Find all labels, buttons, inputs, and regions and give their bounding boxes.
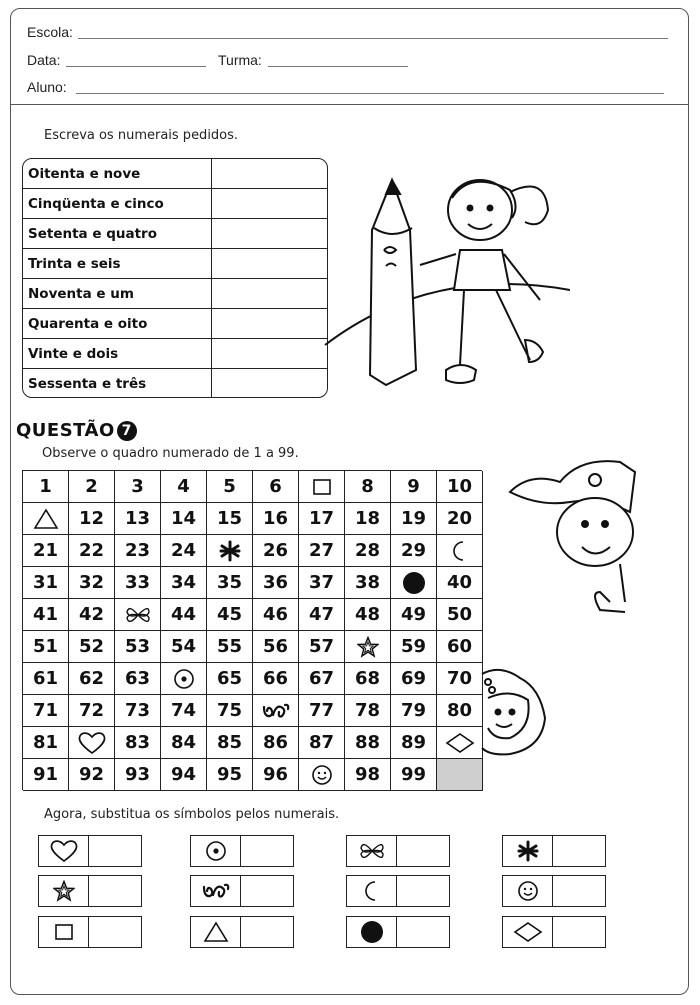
escola-label: Escola: [27,24,73,40]
symbol-answer-box [346,875,450,907]
grid-cell: 24 [161,535,207,567]
answer-cell[interactable] [397,876,449,906]
grid-cell: 77 [299,695,345,727]
grid-cell: 41 [23,599,69,631]
grid-cell: 42 [69,599,115,631]
grid-cell: 9 [391,471,437,503]
answer-cell[interactable] [553,917,605,947]
grid-cell: 38 [345,567,391,599]
grid-cell: 21 [23,535,69,567]
grid-cell: 91 [23,759,69,791]
grid-cell: 1 [23,471,69,503]
symbol-answer-box [38,875,142,907]
word-label: Sessenta e três [23,369,212,398]
number-words-table [22,158,328,398]
grid-cell [437,759,483,791]
grid-cell: 73 [115,695,161,727]
data-field[interactable] [66,66,206,67]
grid-cell: 40 [437,567,483,599]
grid-cell: 92 [69,759,115,791]
question-heading [16,420,137,441]
answer-cell[interactable] [241,836,293,866]
grid-cell: 17 [299,503,345,535]
grid-cell-symbol [345,631,391,663]
symbol-answer-box [346,835,450,867]
filled-circle-icon [402,571,426,595]
word-label: Trinta e seis [23,249,212,278]
triangle-icon [191,917,241,947]
symbol-answer-box [502,916,606,948]
dot-circle-icon [191,836,241,866]
grid-cell: 44 [161,599,207,631]
grid-cell: 63 [115,663,161,695]
grid-cell: 5 [207,471,253,503]
answer-cell[interactable] [212,309,327,338]
answer-cell[interactable] [553,836,605,866]
swirl-icon [261,701,291,721]
grid-cell: 56 [253,631,299,663]
grid-cell: 26 [253,535,299,567]
grid-cell-symbol [207,535,253,567]
grid-cell: 6 [253,471,299,503]
grid-cell: 74 [161,695,207,727]
square-icon [39,917,89,947]
asterisk-icon [503,836,553,866]
grid-cell: 47 [299,599,345,631]
grid-cell: 27 [299,535,345,567]
grid-cell: 54 [161,631,207,663]
answer-cell[interactable] [212,249,327,278]
grid-cell-symbol [437,727,483,759]
answer-cell[interactable] [89,876,141,906]
grid-cell: 45 [207,599,253,631]
grid-cell-symbol [253,695,299,727]
symbol-answer-box [190,916,294,948]
grid-cell: 99 [391,759,437,791]
grid-cell: 33 [115,567,161,599]
symbol-answer-box [38,835,142,867]
grid-cell: 36 [253,567,299,599]
word-label: Noventa e um [23,279,212,308]
grid-cell: 72 [69,695,115,727]
grid-cell: 84 [161,727,207,759]
diamond-icon [445,732,475,754]
grid-cell: 71 [23,695,69,727]
answer-cell[interactable] [212,159,327,188]
table-row [23,369,327,398]
aluno-label: Aluno: [27,79,67,95]
grid-cell: 49 [391,599,437,631]
grid-cell: 86 [253,727,299,759]
grid-cell: 20 [437,503,483,535]
grid-cell: 61 [23,663,69,695]
answer-cell[interactable] [397,836,449,866]
grid-cell: 19 [391,503,437,535]
grid-cell: 87 [299,727,345,759]
triangle-icon [33,508,59,530]
grid-cell: 83 [115,727,161,759]
asterisk-icon [219,540,241,562]
grid-cell-symbol [115,599,161,631]
grid-cell: 60 [437,631,483,663]
grid-cell: 95 [207,759,253,791]
grid-cell: 79 [391,695,437,727]
heart-icon [39,836,89,866]
symbol-answer-box [190,875,294,907]
grid-cell: 18 [345,503,391,535]
grid-cell: 62 [69,663,115,695]
question-instruction: Observe o quadro numerado de 1 a 99. [42,446,299,461]
grid-cell: 46 [253,599,299,631]
answer-cell[interactable] [212,279,327,308]
smiley-icon [503,876,553,906]
grid-cell: 53 [115,631,161,663]
section1-instruction: Escreva os numerais pedidos. [44,128,239,143]
table-row [23,339,327,369]
grid-cell: 68 [345,663,391,695]
grid-cell: 70 [437,663,483,695]
turma-label: Turma: [218,52,262,68]
table-row [23,189,327,219]
table-row [23,279,327,309]
grid-cell-symbol [391,567,437,599]
grid-cell: 35 [207,567,253,599]
table-row [23,219,327,249]
answer-cell[interactable] [212,189,327,218]
answer-cell[interactable] [89,836,141,866]
smiley-icon [311,764,333,786]
question-label: QUESTÃO [16,420,115,441]
grid-cell: 28 [345,535,391,567]
grid-cell-symbol [161,663,207,695]
grid-cell: 59 [391,631,437,663]
grid-cell: 10 [437,471,483,503]
grid-cell: 2 [69,471,115,503]
word-label: Vinte e dois [23,339,212,368]
grid-cell: 13 [115,503,161,535]
grid-cell-symbol [69,727,115,759]
grid-cell: 98 [345,759,391,791]
answer-cell[interactable] [241,876,293,906]
grid-cell: 23 [115,535,161,567]
turma-field[interactable] [268,66,408,67]
word-label: Quarenta e oito [23,309,212,338]
answer-cell[interactable] [241,917,293,947]
table-row [23,249,327,279]
flower-icon [125,602,151,628]
data-label: Data: [27,52,61,68]
grid-cell: 32 [69,567,115,599]
grid-cell: 96 [253,759,299,791]
grid-cell: 34 [161,567,207,599]
grid-cell: 69 [391,663,437,695]
filled-circle-icon [347,917,397,947]
moon-icon [347,876,397,906]
grid-cell: 31 [23,567,69,599]
grid-cell: 51 [23,631,69,663]
answer-cell[interactable] [89,917,141,947]
grid-cell: 93 [115,759,161,791]
grid-cell: 14 [161,503,207,535]
grid-cell: 65 [207,663,253,695]
heart-icon [77,731,107,755]
grid-cell: 52 [69,631,115,663]
grid-cell: 8 [345,471,391,503]
moon-icon [449,540,471,562]
answer-cell[interactable] [212,339,327,368]
swirl-icon [191,876,241,906]
symbol-answer-box [38,916,142,948]
word-label: Oitenta e nove [23,159,212,188]
grid-cell: 55 [207,631,253,663]
grid-cell: 50 [437,599,483,631]
grid-cell-symbol [299,759,345,791]
square-icon [312,477,332,497]
grid-cell: 16 [253,503,299,535]
grid-cell: 3 [115,471,161,503]
table-row [23,309,327,339]
aluno-field[interactable] [76,93,664,94]
answer-cell[interactable] [553,876,605,906]
symbol-answer-box [502,875,606,907]
grid-cell: 75 [207,695,253,727]
question-number-badge: 7 [117,421,137,441]
table-row [23,159,327,189]
header-divider [10,104,689,105]
grid-cell: 4 [161,471,207,503]
star-icon [357,636,379,658]
symbol-answer-box [190,835,294,867]
flower-icon [347,836,397,866]
grid-cell: 89 [391,727,437,759]
answer-cell[interactable] [397,917,449,947]
word-label: Cinqüenta e cinco [23,189,212,218]
symbol-answer-box [502,835,606,867]
word-label: Setenta e quatro [23,219,212,248]
grid-cell: 81 [23,727,69,759]
girl-with-pencil-illustration [320,170,570,400]
grid-cell-symbol [437,535,483,567]
grid-cell: 22 [69,535,115,567]
grid-cell: 15 [207,503,253,535]
symbol-answer-box [346,916,450,948]
grid-cell: 48 [345,599,391,631]
grid-cell: 94 [161,759,207,791]
grid-cell-symbol [299,471,345,503]
grid-cell: 37 [299,567,345,599]
grid-cell: 12 [69,503,115,535]
number-grid-1-to-99 [22,470,482,790]
grid-cell: 29 [391,535,437,567]
escola-field[interactable] [78,38,668,39]
diamond-icon [503,917,553,947]
grid-cell: 66 [253,663,299,695]
answer-cell[interactable] [212,219,327,248]
grid-cell: 80 [437,695,483,727]
grid-cell: 78 [345,695,391,727]
grid-cell: 57 [299,631,345,663]
girl-peeking-illustration [480,668,555,758]
answer-cell[interactable] [212,369,327,398]
dot-circle-icon [173,668,195,690]
boy-with-cap-illustration [500,452,640,622]
star-icon [39,876,89,906]
grid-cell-symbol [23,503,69,535]
grid-cell: 85 [207,727,253,759]
grid-cell: 88 [345,727,391,759]
grid-cell: 67 [299,663,345,695]
section2-instruction: Agora, substitua os símbolos pelos numerais. [44,807,340,822]
